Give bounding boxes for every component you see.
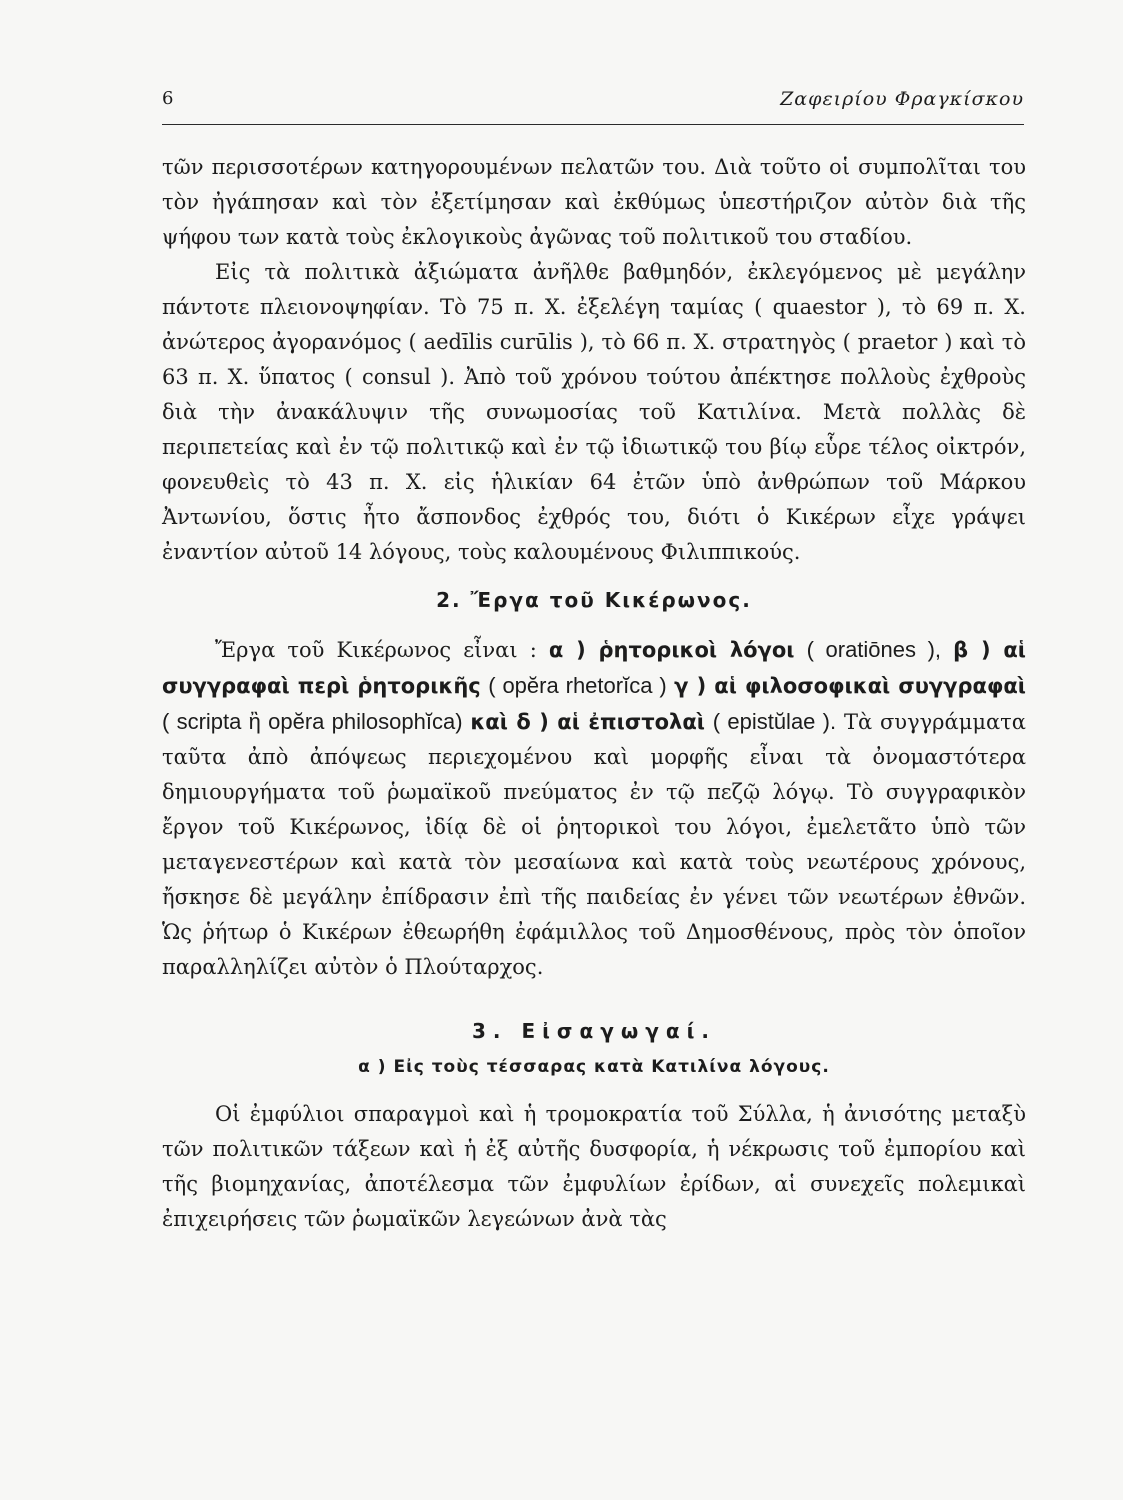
- work-a-latin: ( oratiōnes ),: [806, 637, 942, 662]
- page-header: [162, 88, 1024, 118]
- paragraph-career: Εἰς τὰ πολιτικὰ ἀξιώματα ἀνῆλθε βαθμηδόν, ἐκλεγόμενος μὲ μεγάλην πάντοτε πλειονοψηφίαν. Τὸ 75 π. Χ. ἐξελέγη ταμίας ( quaestor ), τὸ 69 π. Χ. ἀνώτερος ἀγορανόμος ( aedīlis curūlis ), τὸ 66 π. Χ. στρατηγὸς ( praetor ) καὶ τὸ 63 π. Χ. ὕπατος ( consul ). Ἀπὸ τοῦ χρόνου τούτου ἀπέκτησε πολλοὺς ἐχθροὺς διὰ τὴν ἀνακάλυψιν τῆς συνωμοσίας τοῦ Κατιλίνα. Μετὰ πολλὰς δὲ περιπετείας καὶ ἐν τῷ πολιτικῷ καὶ ἐν τῷ ἰδιωτικῷ του βίῳ εὗρε τέλος οἰκτρόν, φονευθεὶς τὸ 43 π. Χ. εἰς ἡλικίαν 64 ἐτῶν ὑπὸ ἀνθρώπων τοῦ Μάρκου Ἀντωνίου, ὅστις ἦτο ἄσπονδος ἐχθρός του, διότι ὁ Κικέρων εἶχε γράψει ἐναντίον αὐτοῦ 14 λόγους, τοὺς καλουμένους Φιλιππικούς.: [162, 260, 1026, 564]
- work-c-latin: ( scripta ἢ opĕra philosophĭca): [162, 709, 463, 734]
- body-text: [162, 150, 1026, 1237]
- work-c: γ ) αἱ φιλοσοφικαὶ συγγραφαὶ: [674, 674, 1026, 698]
- running-title: Ζαφειρίου Φραγκίσκου: [780, 88, 1024, 110]
- section-heading-introductions: 3. Εἰσαγωγαί.: [471, 1019, 716, 1043]
- work-b: β ) αἱ συγγραφαὶ περὶ ῥητορικῆς: [162, 638, 1026, 698]
- paragraph-catiline-intro: Οἱ ἐμφύλιοι σπαραγμοὶ καὶ ἡ τρομοκρατία τοῦ Σύλλα, ἡ ἀνισότης μεταξὺ τῶν πολιτικῶν τάξεων καὶ ἡ ἐξ αὐτῆς δυσφορία, ἡ νέκρωσις τοῦ ἐμπορίου καὶ τῆς βιομηχανίας, ἀποτέλεσμα τῶν ἐμφυλίων ἐρίδων, αἱ συνεχεῖς πολεμικαὶ ἐπιχειρήσεις τῶν ῥωμαϊκῶν λεγεώνων ἀνὰ τὰς: [162, 1102, 1026, 1231]
- work-b-latin: ( opĕra rhetorĭca ): [488, 673, 667, 698]
- paragraph-works: [162, 632, 1026, 985]
- work-a: α ) ῥητορικοὶ λόγοι: [548, 638, 795, 662]
- section-heading-works: 2. Ἔργα τοῦ Κικέρωνος.: [436, 588, 752, 612]
- work-d: καὶ δ ) αἱ ἐπιστολαὶ: [470, 710, 705, 734]
- subsection-heading-catiline: α ) Εἰς τοὺς τέσσαρας κατὰ Κατιλίνα λόγους.: [358, 1057, 830, 1077]
- works-description: Τὰ συγγράμματα ταῦτα ἀπὸ ἀπόψεως περιεχομένου καὶ μορφῆς εἶναι τὰ ὀνομαστότερα δημιουργήματα τοῦ ῥωμαϊκοῦ πνεύματος ἐν τῷ πεζῷ λόγῳ. Τὸ συγγραφικὸν ἔργον τοῦ Κικέρωνος, ἰδίᾳ δὲ οἱ ῥητορικοὶ του λόγοι, ἐμελετᾶτο ὑπὸ τῶν μεταγενεστέρων καὶ κατὰ τὸν μεσαίωνα καὶ κατὰ τοὺς νεωτέρους χρόνους, ἤσκησε δὲ μεγάλην ἐπίδρασιν ἐπὶ τῆς παιδείας ἐν γένει τῶν νεωτέρων ἐθνῶν. Ὡς ῥήτωρ ὁ Κικέρων ἐθεωρήθη ἐφάμιλλος τοῦ Δημοσθένους, πρὸς τὸν ὁποῖον παραλληλίζει αὐτὸν ὁ Πλούταρχος.: [162, 710, 1026, 979]
- page-number: 6: [162, 88, 174, 109]
- works-intro: Ἔργα τοῦ Κικέρωνος εἶναι :: [215, 638, 537, 662]
- work-d-latin: ( epistŭlae ).: [712, 709, 837, 734]
- paragraph-continuation: τῶν περισσοτέρων κατηγορουμένων πελατῶν του. Διὰ τοῦτο οἱ συμπολῖται του τὸν ἠγάπησαν καὶ τὸν ἐξετίμησαν καὶ ἐκθύμως ὑπεστήριζον αὐτὸν διὰ τῆς ψήφου των κατὰ τοὺς ἐκλογικοὺς ἀγῶνας τοῦ πολιτικοῦ του σταδίου.: [162, 155, 1026, 249]
- header-rule: [162, 124, 1024, 125]
